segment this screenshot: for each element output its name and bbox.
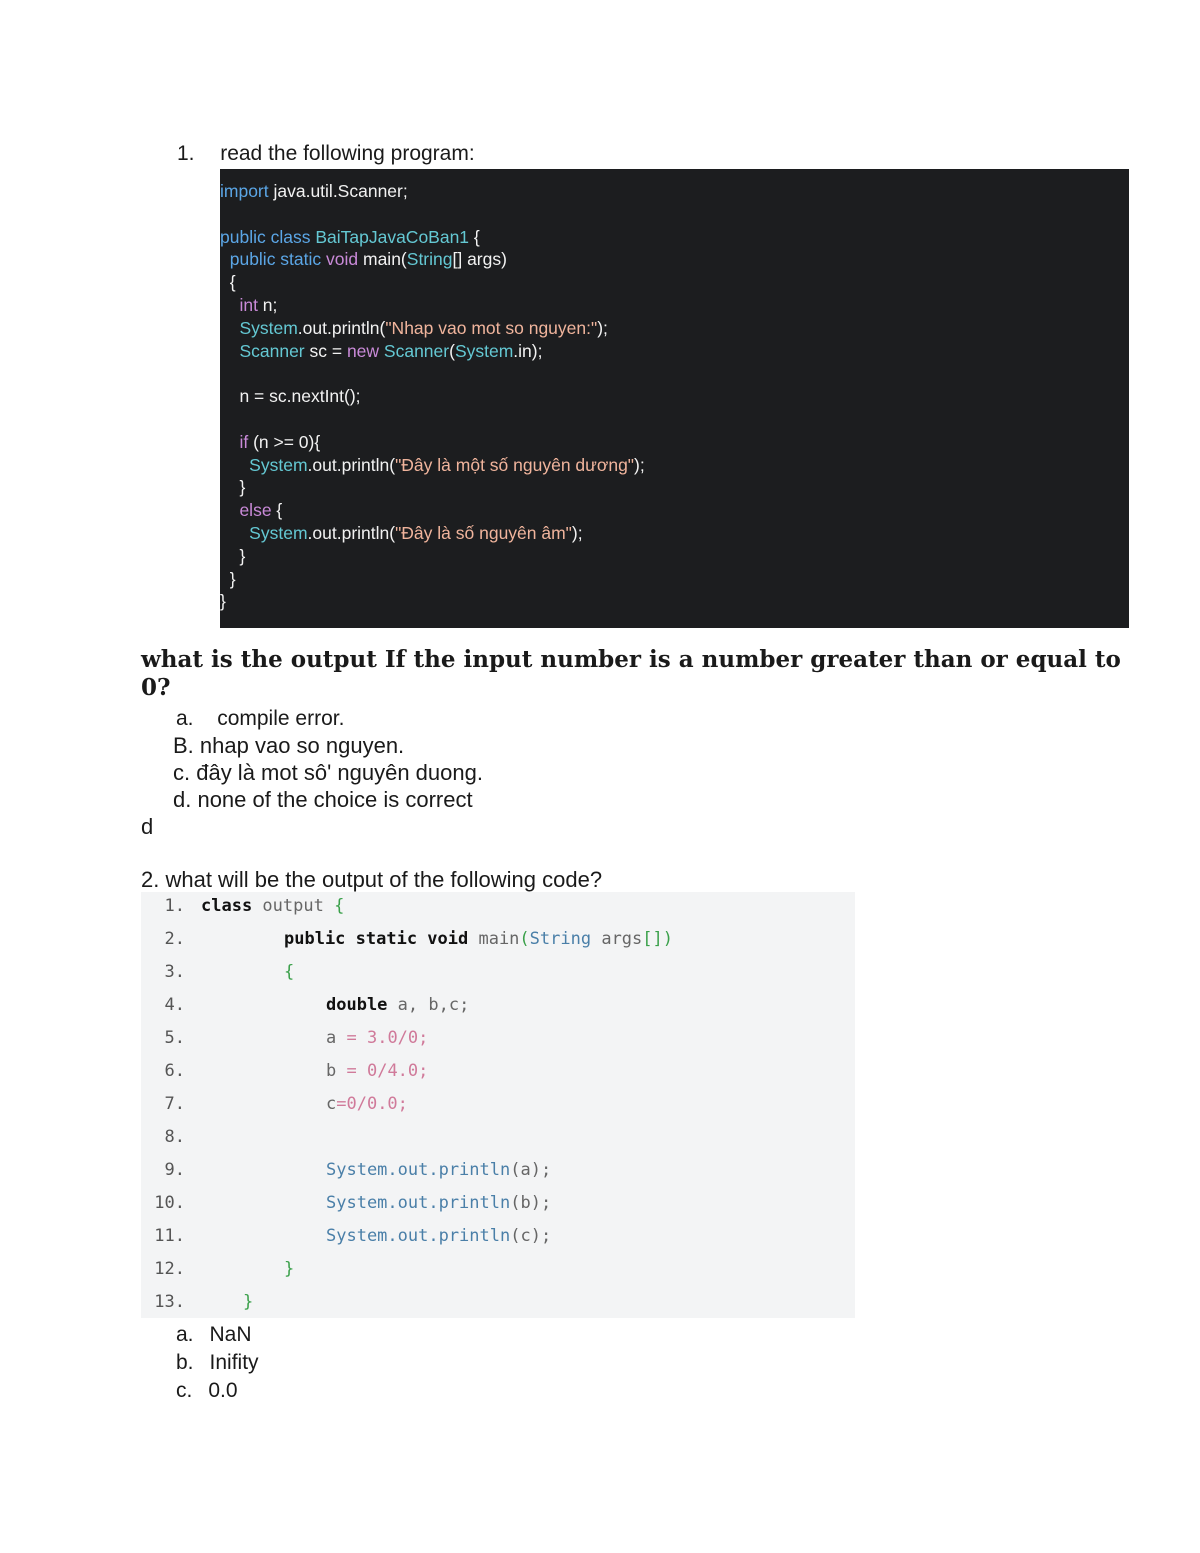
code-token: import — [220, 181, 269, 201]
code-token: =0/0.0; — [336, 1094, 408, 1114]
q1-option-b: B. nhap vao so nguyen. — [173, 733, 405, 758]
code-token: String — [529, 929, 602, 949]
code-token: sc = — [309, 340, 347, 361]
code-token: else — [220, 500, 277, 521]
q1-code-block — [220, 169, 1129, 628]
q2-code-line — [141, 956, 855, 989]
code-source — [284, 1253, 294, 1286]
q2-code-line — [141, 1253, 855, 1286]
code-token: b,c; — [428, 995, 470, 1015]
code-token: public static void — [284, 929, 479, 949]
code-token: ); — [571, 523, 583, 543]
code-token: { — [469, 226, 480, 247]
code-token: ); — [634, 454, 645, 475]
code-token: = — [346, 1028, 367, 1048]
option-text: 0.0 — [208, 1379, 238, 1402]
code-token: Scanner — [383, 340, 450, 361]
q1-code-line — [220, 317, 608, 339]
code-token: System — [220, 454, 308, 475]
q2-code-line — [141, 1055, 855, 1088]
q1-code-line — [220, 180, 408, 202]
q1-code-line — [220, 340, 542, 362]
q2-code-line — [141, 890, 855, 923]
code-token: ); — [597, 317, 608, 338]
code-source — [326, 1220, 551, 1253]
q2-option — [176, 1321, 252, 1348]
q1-code-line — [220, 271, 236, 293]
q1-code-line — [220, 385, 361, 407]
code-token: a, — [397, 995, 429, 1015]
code-token: (b); — [510, 1193, 552, 1213]
code-source — [326, 1088, 408, 1121]
q2-code-line — [141, 1088, 855, 1121]
code-token: } — [243, 1292, 254, 1312]
code-token: { — [220, 272, 236, 293]
q2-code-line — [141, 1121, 855, 1154]
code-source — [326, 1187, 551, 1220]
code-token: String — [406, 249, 453, 270]
code-token: class — [201, 896, 263, 916]
code-token: { — [284, 962, 295, 982]
code-token: (n >= 0){ — [253, 431, 321, 452]
code-token: System.out.println — [326, 1226, 511, 1246]
q2-option — [176, 1349, 259, 1376]
code-token: output — [262, 896, 335, 916]
line-number: 3. — [164, 962, 185, 982]
code-token: double — [326, 995, 398, 1015]
option-label: c. — [176, 1379, 193, 1402]
code-token: BaiTapJavaCoBan1 — [315, 226, 470, 247]
q2-prompt: 2. what will be the output of the following code? — [141, 867, 603, 892]
code-token: } — [220, 568, 236, 589]
line-number: 7. — [164, 1094, 185, 1114]
q1-code-line — [220, 590, 226, 612]
option-label: a. — [176, 1323, 194, 1346]
code-token: "Đây là một số nguyên dương" — [395, 454, 635, 475]
code-token: [] args) — [452, 249, 507, 270]
q2-option — [176, 1377, 238, 1404]
code-token: args — [601, 929, 643, 949]
line-number: 12. — [154, 1259, 185, 1279]
q1-code-line — [220, 545, 245, 567]
code-token: } — [220, 477, 246, 498]
q1-number: 1. — [177, 142, 195, 165]
q2-code-line — [141, 989, 855, 1022]
code-token: n = sc.nextInt(); — [220, 386, 361, 407]
code-source — [284, 956, 294, 989]
code-token: new — [346, 340, 384, 361]
q2-code-line — [141, 1154, 855, 1187]
q1-option-a: a. compile error. — [176, 707, 345, 730]
q1-code-line — [220, 568, 236, 590]
code-token: Scanner — [220, 340, 310, 361]
q2-code-line — [141, 1220, 855, 1253]
code-token: void — [326, 249, 363, 270]
q1-code-line — [220, 248, 507, 270]
line-number: 1. — [164, 896, 185, 916]
code-token: .out.println( — [307, 454, 396, 475]
code-token: (c); — [510, 1226, 552, 1246]
code-token: main — [478, 929, 520, 949]
code-token: "Nhap vao mot so nguyen:" — [385, 317, 598, 338]
code-source — [326, 1055, 428, 1088]
q1-code-line — [220, 499, 282, 521]
code-token: = — [346, 1061, 367, 1081]
code-token: .out.println( — [297, 317, 386, 338]
line-number: 13. — [154, 1292, 185, 1312]
code-token: java.util.Scanner; — [268, 181, 408, 201]
option-text: Inifity — [209, 1351, 259, 1374]
line-number: 10. — [154, 1193, 185, 1213]
code-token: c — [326, 1094, 337, 1114]
code-token: } — [220, 545, 246, 566]
code-token: .in); — [513, 340, 543, 361]
code-token: System.out.println — [326, 1160, 511, 1180]
code-source — [326, 1154, 551, 1187]
code-token: { — [276, 500, 283, 521]
q1-code-line — [220, 294, 277, 316]
q2-code-line — [141, 1286, 855, 1319]
code-token: ( — [519, 929, 530, 949]
code-source — [326, 1022, 428, 1055]
code-token: a — [326, 1028, 347, 1048]
q1-code-line — [220, 226, 480, 248]
q1-code-line — [220, 431, 320, 453]
q2-code-line — [141, 1022, 855, 1055]
option-text: NaN — [209, 1323, 252, 1346]
line-number: 6. — [164, 1061, 185, 1081]
q2-code-line — [141, 1187, 855, 1220]
line-number: 4. — [164, 995, 185, 1015]
code-token: 3.0/0; — [366, 1028, 429, 1048]
code-token: (a); — [510, 1160, 552, 1180]
q2-code-line — [141, 923, 855, 956]
code-source — [201, 890, 344, 923]
q1-prompt: read the following program: — [220, 142, 475, 165]
code-token: []) — [642, 929, 673, 949]
code-token: n; — [262, 295, 278, 315]
q1-code-line — [220, 454, 645, 476]
q1-question: what is the output If the input number is a number greater than or equal to 0? — [141, 646, 1121, 701]
q1-code-line — [220, 522, 583, 544]
code-token: System — [220, 523, 308, 543]
code-token: System.out.println — [326, 1193, 511, 1213]
line-number: 11. — [154, 1226, 185, 1246]
code-token: } — [220, 591, 226, 612]
code-token: ( — [449, 340, 455, 361]
code-source — [243, 1286, 253, 1319]
code-token: main( — [363, 249, 407, 270]
code-token: "Đây là số nguyên âm" — [395, 523, 572, 543]
code-token: int — [220, 295, 263, 315]
q1-code-line — [220, 476, 245, 498]
code-token: .out.println( — [307, 523, 396, 543]
code-token: public static — [220, 249, 327, 270]
line-number: 8. — [164, 1127, 185, 1147]
code-token: b — [326, 1061, 347, 1081]
q1-prompt-line — [177, 141, 475, 167]
line-number: 5. — [164, 1028, 185, 1048]
line-number: 2. — [164, 929, 185, 949]
code-token: if — [220, 431, 254, 452]
q2-code-block — [141, 892, 855, 1318]
line-number: 9. — [164, 1160, 185, 1180]
q1-option-d: d. none of the choice is correct — [173, 787, 473, 812]
code-token: { — [334, 896, 345, 916]
code-source — [326, 989, 469, 1022]
code-token: System — [454, 340, 514, 361]
code-token: public class — [220, 226, 316, 247]
code-source — [284, 923, 673, 956]
code-token: 0/4.0; — [366, 1061, 429, 1081]
q1-answer: d — [141, 814, 154, 839]
q1-option-c: c. đây là mot sô' nguyên duong. — [173, 760, 483, 785]
code-token: System — [220, 317, 298, 338]
code-token: } — [284, 1259, 295, 1279]
option-label: b. — [176, 1351, 194, 1374]
